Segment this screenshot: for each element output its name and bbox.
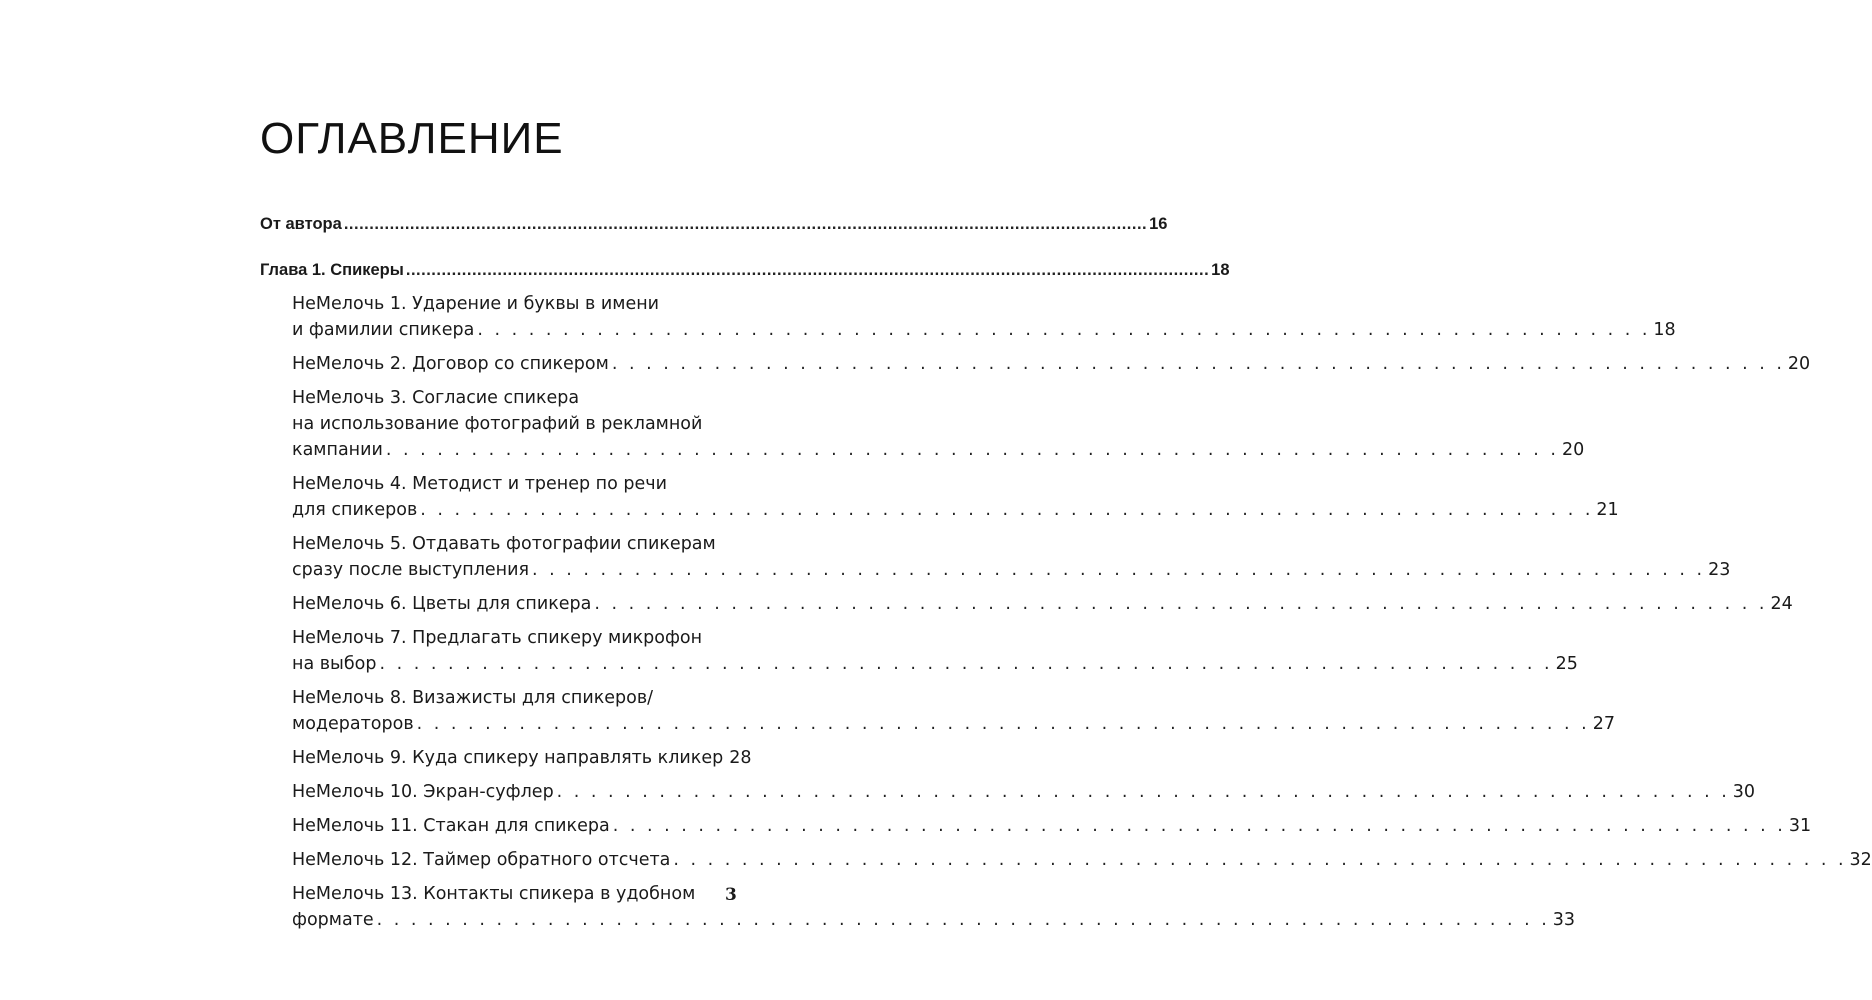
- toc-entry-title: формате: [292, 910, 374, 930]
- toc-entry-title: Глава 1. Спикеры: [260, 261, 404, 279]
- toc-row: [260, 211, 1168, 237]
- dot-leader: . . . . . . . . . . . . . . . . . . . . . . . . . . . . . . . . . . . . . . . . . . . . . . . . . . . . . . . . . . . . . . . . . . . . .: [376, 910, 1550, 930]
- toc-row: [292, 651, 1578, 677]
- toc-page-number: 16: [1149, 215, 1168, 233]
- toc-row: [292, 711, 1616, 737]
- toc-entry-nemeloch-7[interactable]: [260, 625, 1578, 677]
- dot-leader: . . . . . . . . . . . . . . . . . . . . . . . . . . . . . . . . . . . . . . . . . . . . . . . . . . . . . . . . . . . . . . . . . . . . .: [594, 594, 1768, 614]
- toc-page-number: 18: [1653, 320, 1676, 340]
- toc-page-number: 28: [729, 748, 752, 768]
- toc-page-number: 25: [1555, 654, 1578, 674]
- dot-leader: . . . . . . . . . . . . . . . . . . . . . . . . . . . . . . . . . . . . . . . . . . . . . . . . . . . . . . . . . . . . . . . . . . . . .: [612, 816, 1786, 836]
- toc-row: [292, 497, 1619, 523]
- toc-entry-title: модераторов: [292, 714, 414, 734]
- toc-row: [292, 437, 1585, 463]
- dot-leader: . . . . . . . . . . . . . . . . . . . . . . . . . . . . . . . . . . . . . . . . . . . . . . . . . . . . . . . . . . . . . . . . . . . . .: [477, 320, 1651, 340]
- toc-entry-title: НеМелочь 11. Стакан для спикера: [292, 816, 610, 836]
- toc-page-number: 30: [1732, 782, 1756, 802]
- toc-entry-title: НеМелочь 9. Куда спикеру направлять кликер: [292, 748, 724, 768]
- toc-entry-nemeloch-5[interactable]: [260, 531, 1731, 583]
- dot-leader: . . . . . . . . . . . . . . . . . . . . . . . . . . . . . . . . . . . . . . . . . . . . . . . . . . . . . . . . . . . . . . . . . . . . .: [556, 782, 1730, 802]
- toc-row: [292, 317, 1676, 343]
- dot-leader: . . . . . . . . . . . . . . . . . . . . . . . . . . . . . . . . . . . . . . . . . . . . . . . . . . . . . . . . . . . . . . . . . . . . .: [379, 654, 1553, 674]
- toc-entry-line: НеМелочь 3. Согласие спикера: [292, 388, 580, 408]
- toc-entry-line: НеМелочь 1. Ударение и буквы в имени: [292, 294, 660, 314]
- page-title: ОГЛАВЛЕНИЕ: [260, 114, 564, 164]
- toc-page-number: 20: [1561, 440, 1585, 460]
- toc-row: [292, 847, 1872, 873]
- toc-page-number: 33: [1552, 910, 1576, 930]
- toc-entry-title: НеМелочь 2. Договор со спикером: [292, 354, 609, 374]
- toc-entry-title: и фамилии спикера: [292, 320, 475, 340]
- page-number: 3: [725, 885, 737, 905]
- toc-entry-title: для спикеров: [292, 500, 418, 520]
- toc-row: [292, 557, 1731, 583]
- toc-entry-nemeloch-4[interactable]: [260, 471, 1619, 523]
- toc-entry-nemeloch-8[interactable]: [260, 685, 1616, 737]
- dot-leader: . . . . . . . . . . . . . . . . . . . . . . . . . . . . . . . . . . . . . . . . . . . . . . . . . . . . . . . . . . . . . . . . . . . . .: [611, 354, 1785, 374]
- toc-entry-nemeloch-1[interactable]: [260, 291, 1676, 343]
- toc-entry-nemeloch-3[interactable]: [260, 385, 1585, 463]
- dot-leader: . . . . . . . . . . . . . . . . . . . . . . . . . . . . . . . . . . . . . . . . . . . . . . . . . . . . . . . . . . . . . . . . . . . . .: [385, 440, 1559, 460]
- dot-leader: . . . . . . . . . . . . . . . . . . . . . . . . . . . . . . . . . . . . . . . . . . . . . . . . . . . . . . . . . . . . . . . . . . . . .: [420, 500, 1594, 520]
- toc-row: [292, 745, 752, 771]
- toc-entry-chapter-1[interactable]: [260, 257, 1230, 283]
- toc-entry-title: НеМелочь 6. Цветы для спикера: [292, 594, 592, 614]
- toc-entry-line: НеМелочь 13. Контакты спикера в удобном: [292, 884, 696, 904]
- dot-leader: . . . . . . . . . . . . . . . . . . . . . . . . . . . . . . . . . . . . . . . . . . . . . . . . . . . . . . . . . . . . . . . . . . . . .: [532, 560, 1706, 580]
- toc-entry-title: кампании: [292, 440, 383, 460]
- toc-page-number: 27: [1592, 714, 1616, 734]
- toc-entry-line: НеМелочь 4. Методист и тренер по речи: [292, 474, 667, 494]
- toc-row: [292, 351, 1811, 377]
- toc-row: [292, 813, 1812, 839]
- dot-leader: . . . . . . . . . . . . . . . . . . . . . . . . . . . . . . . . . . . . . . . . . . . . . . . . . . . . . . . . . . . . . . . . . . . . .: [416, 714, 1590, 734]
- toc-entry-nemeloch-10[interactable]: [260, 779, 1756, 805]
- toc-page-number: 20: [1787, 354, 1811, 374]
- toc-entry-title: на выбор: [292, 654, 377, 674]
- toc-entry-line: НеМелочь 8. Визажисты для спикеров/: [292, 688, 654, 708]
- toc-page-number: 21: [1596, 500, 1619, 520]
- toc-entry-nemeloch-11[interactable]: [260, 813, 1812, 839]
- dot-leader: . . . . . . . . . . . . . . . . . . . . . . . . . . . . . . . . . . . . . . . . . . . . . . . . . . . . . . . . . . . . . . . . . . . . .: [673, 850, 1847, 870]
- toc-entry-line: НеМелочь 5. Отдавать фотографии спикерам: [292, 534, 716, 554]
- toc-page-number: 23: [1708, 560, 1731, 580]
- toc-entry-from-author[interactable]: [260, 211, 1168, 237]
- toc-entry-line: на использование фотографий в рекламной: [292, 414, 703, 434]
- toc-entry-title: НеМелочь 12. Таймер обратного отсчета: [292, 850, 671, 870]
- toc-row: [292, 907, 1576, 933]
- dot-leader: ..............................................................................................................................................................: [405, 261, 1210, 279]
- toc-row: [292, 779, 1756, 805]
- toc-entry-title: От автора: [260, 215, 342, 233]
- toc-page-number: 18: [1211, 261, 1230, 279]
- toc-entry-title: сразу после выступления: [292, 560, 530, 580]
- toc-row: [260, 257, 1230, 283]
- toc-row: [292, 591, 1793, 617]
- toc-entry-nemeloch-2[interactable]: [260, 351, 1811, 377]
- toc-entry-title: НеМелочь 10. Экран-суфлер: [292, 782, 554, 802]
- toc-page-number: 32: [1849, 850, 1872, 870]
- toc-entry-nemeloch-12[interactable]: [260, 847, 1872, 873]
- toc-entry-line: НеМелочь 7. Предлагать спикеру микрофон: [292, 628, 703, 648]
- dot-leader: ..............................................................................................................................................................: [343, 215, 1148, 233]
- toc-entry-nemeloch-9[interactable]: [260, 745, 752, 771]
- table-of-contents: [260, 211, 1872, 933]
- toc-page-number: 31: [1788, 816, 1812, 836]
- toc-entry-nemeloch-13[interactable]: [260, 881, 1576, 933]
- toc-page-number: 24: [1770, 594, 1793, 614]
- toc-entry-nemeloch-6[interactable]: [260, 591, 1793, 617]
